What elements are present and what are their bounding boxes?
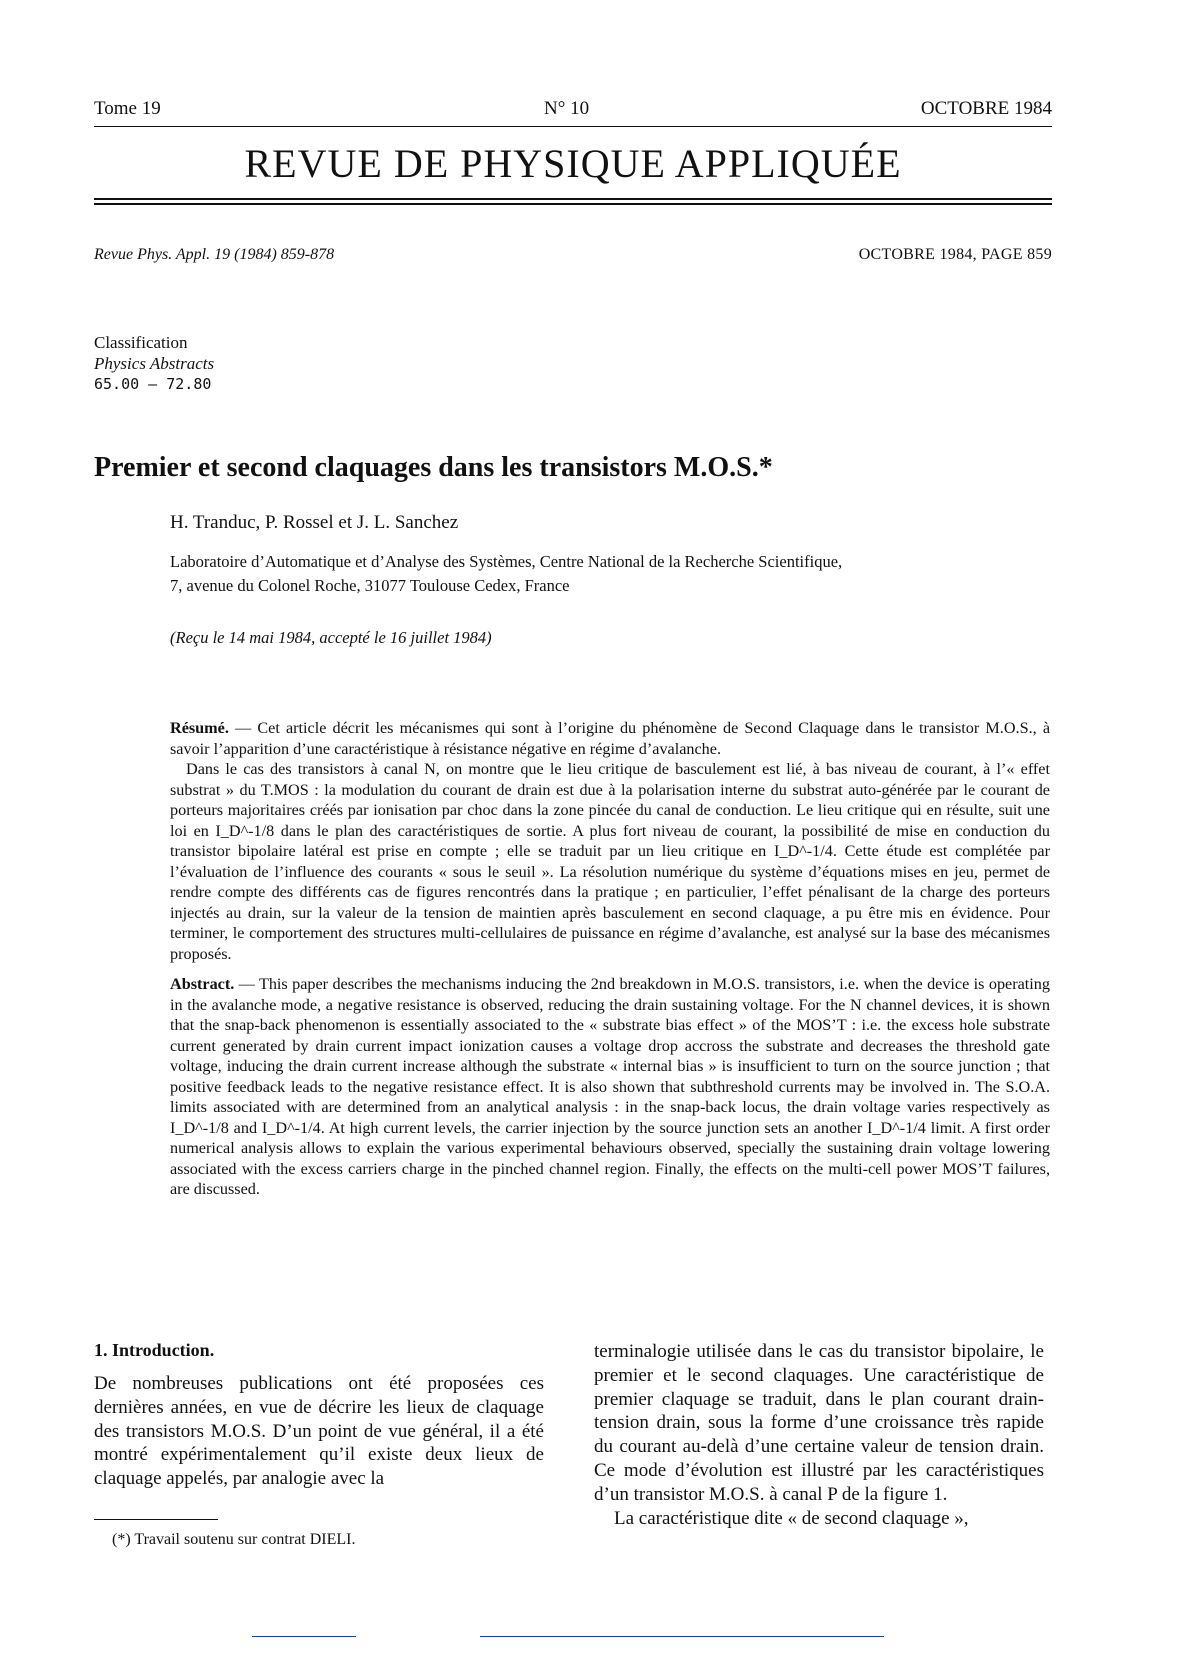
masthead-row [94,98,1052,124]
received-dates: (Reçu le 14 mai 1984, accepté le 16 juillet 1984) [170,628,492,647]
issue-date: OCTOBRE 1984 [920,98,1052,119]
classification-label: Classification [94,333,188,352]
abstract-heading: Abstract. [170,975,235,993]
resume-paragraph-2: Dans le cas des transistors à canal N, on montre que le lieu critique de basculement est lié, à bas niveau de courant, à l’« effet substrat » du T.MOS : la modulation du courant de drain est due à la polarisation interne du substrat auto-générée par le courant de porteurs majoritaires créés par ionisation par choc dans la zone pincée du canal de conduction. Le lieu critique qui en résulte, suit une loi en I_D^-1/8 dans le plan des caractéristiques de sortie. A plus fort niveau de courant, la possibilité de mise en conduction du transistor bipolaire latéral est prise en compte ; elle se traduit par un lieu critique en I_D^-1/4. Cette étude est complétée par l’évaluation de l’influence des courants « sous le seuil ». La résolution numérique du système d’équations mises en jeu, permet de rendre compte des différents cas de figures rencontrés dans la pratique ; en particulier, l’effet pénalisant de la charge des porteurs injectés au drain, sur la valeur de la tension de maintien après basculement en second claquage, a pu être mis en évidence. Pour terminer, le comportement des structures multi-cellulaires de puissance en régime d’avalanche, est analysé sur la base des mécanismes proposés. [170,760,1050,963]
abstract-text: — This paper describes the mechanisms inducing the 2nd breakdown in M.O.S. transistors, i.e. when the device is operating in the avalanche mode, a negative resistance is observed, reducing the drain sustaining voltage. For the N channel devices, it is shown that the snap-back phenomenon is essentially associated to the « substrate bias effect » of the MOS’T : i.e. the excess hole substrate current generated by drain current impact ionization causes a voltage drop accross the substrate and decreases the threshold gate voltage, inducing the drain current increase although the substrate « internal bias » is insufficient to turn on the source junction ; that positive feedback leads to the negative resistance effect. It is also shown that subthreshold currents may be involved in. The S.O.A. limits associated with are determined from an analytical analysis : in the snap-back locus, the drain voltage varies respectively as I_D^-1/8 and I_D^-1/4. At high current levels, the carrier injection by the source junction sets an another I_D^-1/4 limit. A first order numerical analysis allows to explain the various experimental behaviours observed, specially the sustaining drain voltage lowering associated with the excess carriers charge in the pinched channel region. Finally, the effects on the multi-cell power MOS’T failures, are discussed. [170,975,1050,1198]
link-underline-2[interactable] [480,1636,884,1637]
body-col1-paragraph: De nombreuses publications ont été proposées ces dernières années, en vue de décrire les lieux de claquage des transistors M.O.S. D’un point de vue général, il a été montré expérimentalement qu’il existe deux lieux de claquage appelés, par analogie avec la [94,1373,544,1490]
masthead-rule [94,126,1052,127]
affiliation [170,550,842,598]
resume-paragraph-1 [170,718,1050,759]
footnote: (*) Travail soutenu sur contrat DIELI. [112,1531,356,1548]
body-col2-paragraph-1: terminalogie utilisée dans le cas du transistor bipolaire, le premier et le second claquages. Une caractéristique de premier claquage se traduit, dans le plan courant drain-tension drain, sous la forme d’une croissance très rapide du courant au-delà d’une certaine valeur de tension drain. Ce mode d’évolution est illustré par les caractéristiques d’un transistor M.O.S. à canal P de la figure 1. [594,1341,1044,1505]
affiliation-line-2: 7, avenue du Colonel Roche, 31077 Toulouse Cedex, France [170,576,570,595]
classification-block [94,332,214,395]
abstracts-block [170,718,1050,1200]
citation-right: OCTOBRE 1984, PAGE 859 [858,246,1052,263]
link-underline-1[interactable] [252,1636,356,1637]
resume-text-1: — Cet article décrit les mécanismes qui sont à l’origine du phénomène de Second Claquage dans le transistor M.O.S., à savoir l’apparition d’une caractéristique à résistance négative en régime d’avalanche. [170,719,1050,758]
footnote-rule [94,1519,218,1520]
citation-line [94,246,1052,264]
classification-source: Physics Abstracts [94,354,215,373]
double-rule-bottom [94,203,1052,205]
journal-title: REVUE DE PHYSIQUE APPLIQUÉE [244,141,902,186]
volume: Tome 19 [94,98,161,119]
citation-left: Revue Phys. Appl. 19 (1984) 859-878 [94,246,335,263]
article-authors: H. Tranduc, P. Rossel et J. L. Sanchez [170,512,459,533]
classification-codes: 65.00 — 72.80 [94,375,212,393]
body-column-1 [94,1372,544,1491]
affiliation-line-1: Laboratoire d’Automatique et d’Analyse des Systèmes, Centre National de la Recherche Scientifique, [170,552,843,571]
section-heading: 1. Introduction. [94,1340,215,1360]
body-col2-paragraph-2: La caractéristique dite « de second claquage », [614,1507,969,1529]
abstract-paragraph [170,974,1050,1200]
double-rule-top [94,198,1052,200]
issue-number: N° 10 [544,98,590,119]
resume-heading: Résumé. [170,719,229,737]
article-title: Premier et second claquages dans les transistors M.O.S.* [94,452,773,483]
body-column-2 [594,1340,1044,1530]
